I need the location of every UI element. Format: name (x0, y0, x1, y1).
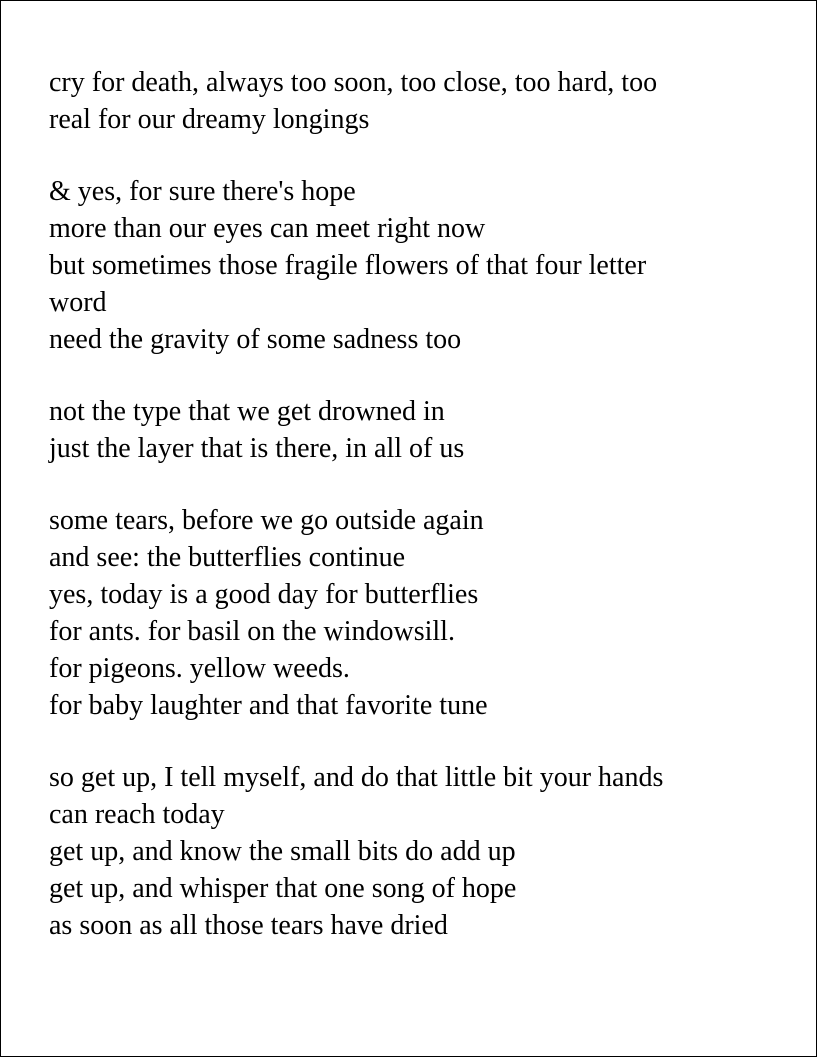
poem-line: as soon as all those tears have dried (49, 910, 448, 941)
poem-line: not the type that we get drowned in (49, 396, 445, 427)
poem-line: and see: the butterflies continue (49, 542, 406, 573)
poem-line: for baby laughter and that favorite tune (49, 690, 488, 721)
poem-body (49, 64, 789, 944)
poem-line: some tears, before we go outside again (49, 505, 484, 536)
poem-line: can reach today (49, 799, 225, 830)
stanza-2 (49, 173, 789, 358)
poem-line: & yes, for sure there's hope (49, 176, 356, 207)
poem-line: more than our eyes can meet right now (49, 213, 486, 244)
poem-line: just the layer that is there, in all of us (49, 433, 465, 464)
poem-line: get up, and know the small bits do add up (49, 836, 516, 867)
poem-line: cry for death, always too soon, too close, too hard, too (49, 67, 658, 98)
poem-line: but sometimes those fragile flowers of that four letter (49, 250, 647, 281)
poem-line: for ants. for basil on the windowsill. (49, 616, 455, 647)
poem-line: need the gravity of some sadness too (49, 324, 462, 355)
poem-line: word (49, 287, 107, 318)
poem-line: real for our dreamy longings (49, 104, 370, 135)
stanza-3 (49, 393, 789, 467)
stanza-5 (49, 759, 789, 944)
poem-line: so get up, I tell myself, and do that little bit your hands (49, 762, 664, 793)
stanza-1 (49, 64, 789, 138)
poem-line: yes, today is a good day for butterflies (49, 579, 479, 610)
stanza-4 (49, 502, 789, 724)
poem-line: get up, and whisper that one song of hope (49, 873, 517, 904)
poem-line: for pigeons. yellow weeds. (49, 653, 350, 684)
